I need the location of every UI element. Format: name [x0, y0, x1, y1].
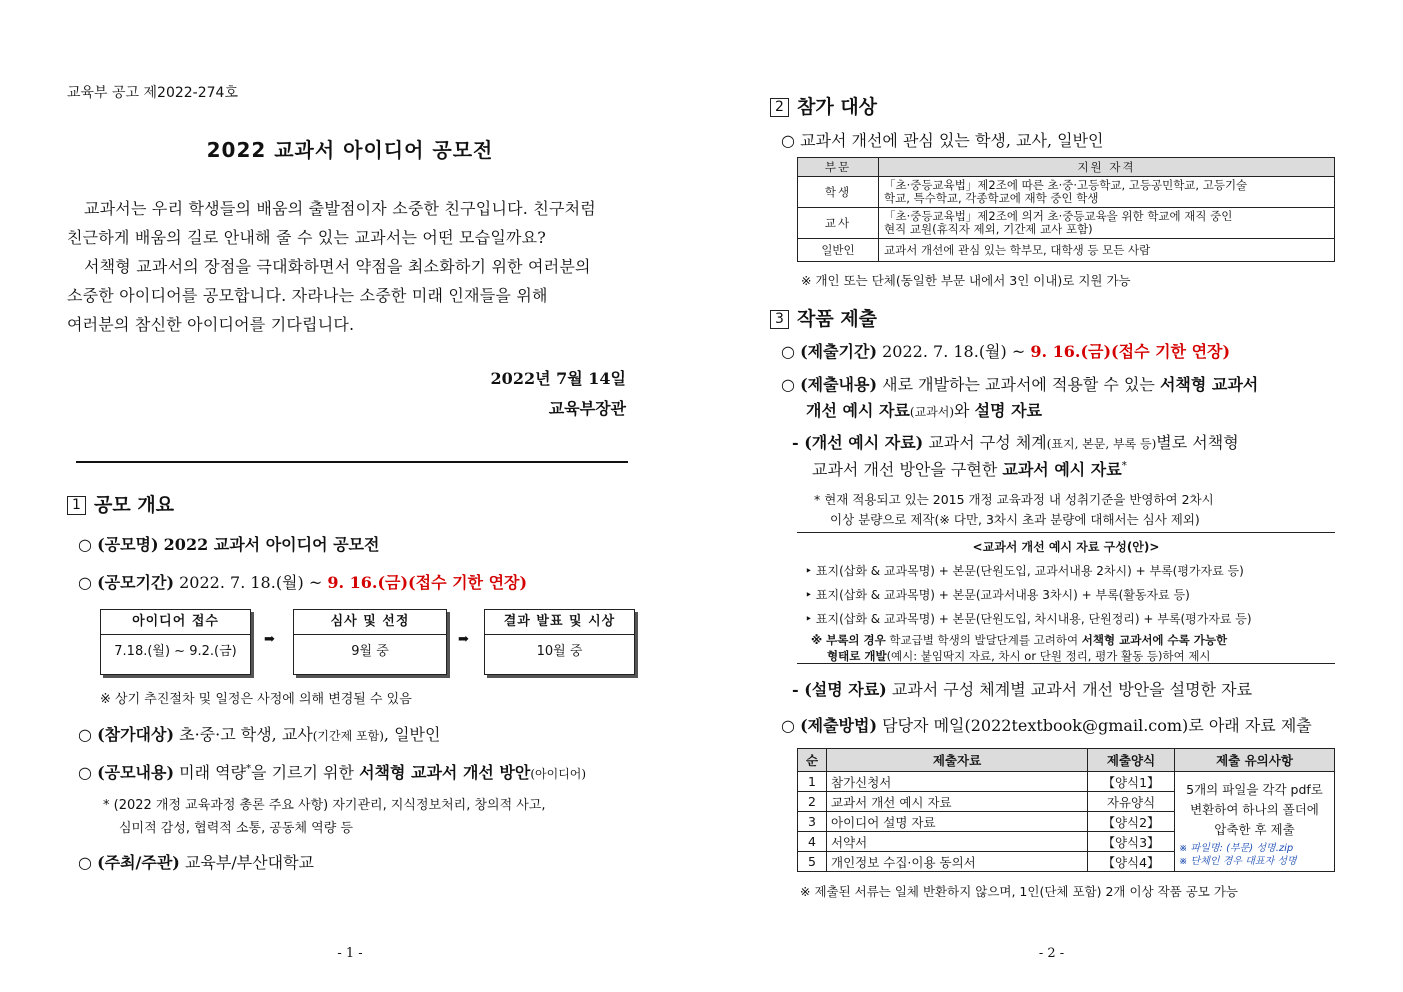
example-material-line2	[812, 457, 1127, 480]
eligibility-table	[797, 157, 1335, 262]
item-label: (공모명)	[97, 535, 159, 554]
item-emphasis: 서책형 교과서 개선 방안	[359, 763, 531, 782]
intro-line: 친근하게 배움의 길로 안내해 줄 수 있는 교과서는 어떤 모습일까요?	[67, 228, 547, 247]
bullet: ○	[781, 131, 795, 150]
intro-line: 소중한 아이디어를 공모합니다. 자라나는 소중한 미래 인재들을 위해	[67, 286, 548, 305]
flow-step-header: 결과 발표 및 시상	[485, 610, 634, 635]
footnote-mark: *	[1121, 460, 1127, 472]
column-header: 순	[798, 749, 827, 772]
item-value: 교과서 구성 체계	[928, 433, 1047, 452]
submission-table	[797, 748, 1335, 872]
qualification-line: 「초·중등교육법」제2조에 의거 초·중등교육을 위한 학교에 재직 중인	[884, 209, 1233, 223]
item-label: (제출방법)	[800, 716, 878, 735]
explanation-material-item	[792, 677, 1252, 700]
page-number: - 1 -	[337, 946, 363, 961]
item-value: 2022. 7. 18.(월) ~	[179, 573, 323, 592]
composition-note-line2	[827, 648, 1211, 664]
item-label: (공모기간)	[97, 573, 175, 592]
bullet: ○	[78, 573, 92, 592]
contest-content-item	[78, 760, 586, 783]
composition-box	[797, 532, 1335, 664]
note-emphasis: 서책형 교과서에 수록 가능한	[1081, 633, 1228, 647]
item-value: , 일반인	[383, 725, 441, 744]
notice-date: 2022년 7월 14일	[490, 369, 626, 388]
flow-note: ※ 상기 추진절차 및 일정은 사정에 의해 변경될 수 있음	[100, 692, 412, 707]
table-row	[798, 772, 1335, 792]
item-label: (공모내용)	[97, 763, 175, 782]
example-material-item	[792, 430, 1239, 453]
participants-intro	[781, 128, 1104, 151]
item-value: 을 기르기 위한	[251, 763, 354, 782]
arrow-right-icon: ➡	[264, 632, 275, 647]
participants-item	[78, 722, 440, 745]
host-item	[78, 850, 314, 873]
composition-title: <교과서 개선 예시 자료 구성(안)>	[972, 540, 1160, 554]
section-number: 1	[67, 496, 86, 515]
composition-note-line1	[811, 632, 1227, 648]
bullet: ○	[781, 375, 795, 394]
submission-method-item	[781, 713, 1312, 736]
row-document: 아이디어 설명 자료	[827, 812, 1088, 832]
row-qualification: 교과서 개선에 관심 있는 학부모, 대학생 등 모든 사람	[879, 239, 1335, 262]
item-value: 새로 개발하는 교과서에 적용할 수 있는	[882, 375, 1155, 394]
flow-step-review	[293, 609, 447, 675]
contest-name-item	[78, 532, 379, 555]
submission-period-item	[781, 339, 1230, 362]
filename-note: ※ 단체인 경우 대표자 성명	[1179, 856, 1297, 867]
table-row	[798, 208, 1335, 239]
table-header-row	[798, 749, 1335, 772]
item-label: (주최/주관)	[97, 853, 180, 872]
flow-step-announcement	[484, 609, 635, 675]
submission-content-item	[781, 372, 1258, 395]
column-header: 지원 자격	[879, 158, 1335, 177]
page-2	[700, 0, 1403, 992]
column-header: 제출자료	[827, 749, 1088, 772]
row-category: 학생	[798, 177, 879, 208]
intro-line: 교과서는 우리 학생들의 배움의 출발점이자 소중한 친구입니다. 친구처럼	[84, 199, 596, 218]
extended-deadline: 9. 16.(금)(접수 기한 연장)	[327, 573, 528, 592]
bullet: ○	[78, 853, 92, 872]
row-form: 【양식4】	[1088, 852, 1175, 872]
section-title: 참가 대상	[797, 96, 878, 118]
item-emphasis: 개선 예시 자료	[806, 401, 910, 420]
final-note: ※ 제출된 서류는 일체 반환하지 않으며, 1인(단체 포함) 2개 이상 작품 공모 가능	[800, 884, 1238, 899]
row-document: 참가신청서	[827, 772, 1088, 792]
item-label: (참가대상)	[97, 725, 175, 744]
divider	[76, 461, 628, 463]
submission-content-line2	[806, 398, 1042, 421]
item-value: 교과서 개선에 관심 있는 학생, 교사, 일반인	[800, 131, 1104, 150]
row-form: 【양식1】	[1088, 772, 1175, 792]
item-small: (아이디어)	[530, 767, 587, 781]
item-value: 초·중·고 학생, 교사	[179, 725, 313, 744]
section-number: 2	[770, 98, 789, 117]
intro-line: 여러분의 참신한 아이디어를 기다립니다.	[67, 315, 355, 334]
section-3-heading	[770, 304, 877, 331]
item-value: 담당자 메일(2022textbook@gmail.com)로 아래 자료 제출	[882, 716, 1312, 735]
row-form: 자유양식	[1088, 792, 1175, 812]
item-label: - (개선 예시 자료)	[792, 433, 924, 452]
row-category: 교사	[798, 208, 879, 239]
arrow-right-icon: ➡	[458, 632, 469, 647]
qualification-line: 「초·중등교육법」제2조에 따른 초·중·고등학교, 고등공민학교, 고등기술	[884, 178, 1248, 192]
item-value: 2022 교과서 아이디어 공모전	[163, 535, 380, 554]
example-note-line: * 현재 적용되고 있는 2015 개정 교육과정 내 성취기준을 반영하여 2차시	[814, 492, 1214, 507]
flow-step-receipt	[100, 609, 251, 675]
note-line: 변환하여 하나의 폴더에	[1190, 802, 1319, 817]
item-value: 2022. 7. 18.(월) ~	[882, 342, 1026, 361]
column-header: 제출 유의사항	[1175, 749, 1335, 772]
section-title: 작품 제출	[797, 308, 878, 330]
row-number: 4	[798, 832, 827, 852]
example-note-line: 이상 분량으로 제작(※ 다만, 3차시 초과 분량에 대해서는 심사 제외)	[830, 512, 1200, 527]
row-document: 교과서 개선 예시 자료	[827, 792, 1088, 812]
qualification-line: 현직 교원(휴직자 제외, 기간제 교사 포함)	[884, 222, 1093, 236]
column-header: 제출양식	[1088, 749, 1175, 772]
item-label: (제출기간)	[800, 342, 878, 361]
qualification-line: 학교, 특수학교, 각종학교에 재학 중인 학생	[884, 191, 1099, 205]
note-emphasis: ※ 부록의 경우	[811, 633, 886, 647]
row-qualification	[879, 208, 1335, 239]
section-2-heading	[770, 92, 877, 119]
flow-step-body: 7.18.(월) ~ 9.2.(금)	[114, 644, 237, 659]
table-header-row	[798, 158, 1335, 177]
section-number: 3	[770, 310, 789, 329]
flow-step-header: 심사 및 선정	[294, 610, 446, 635]
item-label: - (설명 자료)	[792, 680, 887, 699]
row-number: 5	[798, 852, 827, 872]
item-small: (교과서)	[909, 405, 955, 419]
row-form: 【양식2】	[1088, 812, 1175, 832]
intro-line: 서책형 교과서의 장점을 극대화하면서 약점을 최소화하기 위한 여러분의	[84, 257, 591, 276]
flow-step-body: 9월 중	[351, 644, 389, 659]
row-number: 1	[798, 772, 827, 792]
bullet: ○	[78, 763, 92, 782]
item-small: (기간제 포함)	[312, 729, 384, 743]
flow-step-body: 10월 중	[536, 644, 583, 659]
item-emphasis: 설명 자료	[974, 401, 1042, 420]
footnote-mark: *	[246, 763, 252, 775]
composition-row: ‣ 표지(삽화 & 교과목명) + 본문(교과서내용 3차시) + 부록(활동자료 등)	[805, 588, 1190, 602]
row-document: 개인정보 수집·이용 동의서	[827, 852, 1088, 872]
flow-step-header: 아이디어 접수	[101, 610, 250, 635]
note-line: 압축한 후 제출	[1214, 822, 1295, 837]
note-text: (예시: 붙임딱지 자료, 차시 or 단원 정리, 평가 활동 등)하여 제시	[886, 649, 1211, 663]
extended-deadline: 9. 16.(금)(접수 기한 연장)	[1030, 342, 1231, 361]
footnote-line: 심미적 감성, 협력적 소통, 공동체 역량 등	[119, 821, 353, 836]
item-emphasis: 서책형 교과서	[1159, 375, 1259, 394]
row-number: 2	[798, 792, 827, 812]
bullet: ○	[78, 535, 92, 554]
item-value: 별로 서책형	[1156, 433, 1239, 452]
item-emphasis: 교과서 예시 자료	[1002, 460, 1122, 479]
table-row	[798, 177, 1335, 208]
row-document: 서약서	[827, 832, 1088, 852]
section-1-heading	[67, 490, 174, 517]
row-qualification	[879, 177, 1335, 208]
page-1	[0, 0, 700, 992]
note-line: 5개의 파일을 각각 pdf로	[1186, 782, 1323, 797]
section-2-note: ※ 개인 또는 단체(동일한 부문 내에서 3인 이내)로 지원 가능	[801, 273, 1131, 288]
bullet: ○	[781, 342, 795, 361]
composition-row: ‣ 표지(삽화 & 교과목명) + 본문(단원도입, 차시내용, 단원정리) + 부록(평가자료 등)	[805, 612, 1252, 626]
column-header: 부문	[798, 158, 879, 177]
contest-period-item	[78, 570, 527, 593]
composition-row: ‣ 표지(삽화 & 교과목명) + 본문(단원도입, 교과서내용 2차시) + 부록(평가자료 등)	[805, 564, 1244, 578]
footnote-line: * (2022 개정 교육과정 총론 주요 사항) 자기관리, 지식정보처리, 창의적 사고,	[103, 798, 546, 813]
item-value: 미래 역량	[179, 763, 247, 782]
document-title: 2022 교과서 아이디어 공모전	[206, 138, 494, 162]
note-text: 학교급별 학생의 발달단계를 고려하여	[889, 633, 1079, 647]
page-number: - 2 -	[1038, 946, 1065, 961]
row-number: 3	[798, 812, 827, 832]
item-value: 교육부/부산대학교	[184, 853, 315, 872]
item-value: 교과서 구성 체계별 교과서 개선 방안을 설명한 자료	[891, 680, 1253, 699]
intro-paragraph	[67, 194, 637, 339]
table-row	[798, 239, 1335, 262]
submission-notes-cell	[1175, 772, 1335, 872]
notice-number: 교육부 공고 제2022-274호	[67, 85, 238, 101]
item-small: (표지, 본문, 부록 등)	[1046, 437, 1157, 451]
bullet: ○	[78, 725, 92, 744]
section-title: 공모 개요	[94, 494, 175, 516]
item-value: 교과서 개선 방안을 구현한	[812, 460, 998, 479]
issuer: 교육부장관	[548, 399, 626, 418]
item-label: (제출내용)	[800, 375, 878, 394]
item-value: 와	[954, 401, 970, 420]
filename-note: ※ 파일명: (부문) 성명.zip	[1179, 843, 1294, 854]
bullet: ○	[781, 716, 795, 735]
note-emphasis: 형태로 개발	[827, 649, 887, 663]
row-category: 일반인	[798, 239, 879, 262]
row-form: 【양식3】	[1088, 832, 1175, 852]
